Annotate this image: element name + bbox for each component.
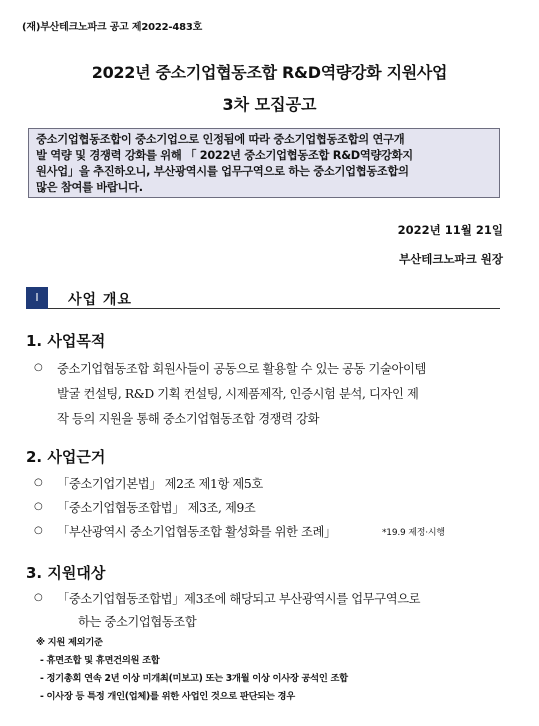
section-number-badge: Ⅰ [26,287,48,309]
notice-line: 원사업」을 추진하오니, 부산광역시를 업무구역으로 하는 중소기업협동조합의 [36,165,409,178]
exclusion-title: ※ 지원 제외기준 [36,637,103,648]
issuer: 부산테크노파크 원장 [399,252,503,266]
bullet-circle: ○ [34,592,43,603]
basis-item: 「중소기업기본법」 제2조 제1항 제5호 [57,477,263,491]
target-line: 「중소기업협동조합법」제3조에 해당되고 부산광역시를 업무구역으로 [57,592,421,606]
exclusion-item: - 휴면조합 및 휴면건의원 조합 [40,655,160,666]
exclusion-item: - 이사장 등 특정 개인(업체)를 위한 사업인 것으로 판단되는 경우 [40,691,295,702]
announcement-date: 2022년 11월 21일 [397,223,503,237]
notice-line: 많은 참여를 바랍니다. [36,181,143,194]
bullet-circle: ○ [34,501,43,512]
target-heading: 3. 지원대상 [26,564,106,582]
notice-box [28,128,500,198]
purpose-line: 발굴 컨설팅, R&D 기획 컨설팅, 시제품제작, 인증시험 분석, 디자인 제 [57,387,419,401]
document-number: (재)부산테크노파크 공고 제2022-483호 [22,22,203,33]
notice-line: 중소기업협동조합이 중소기업으로 인정됨에 따라 중소기업협동조합의 연구개 [36,133,405,146]
bullet-circle: ○ [34,477,43,488]
basis-note: *19.9 제정·시행 [382,528,445,538]
notice-line: 발 역량 및 경쟁력 강화를 위해 「 2022년 중소기업협동조합 R&D역량강화지 [36,149,413,162]
basis-item: 「중소기업협동조합법」 제3조, 제9조 [57,501,256,515]
page-subtitle: 3차 모집공고 [222,95,317,114]
purpose-line: 중소기업협동조합 회원사들이 공동으로 활용할 수 있는 공동 기술아이템 [57,362,426,376]
basis-item: 「부산광역시 중소기업협동조합 활성화를 위한 조례」 [57,525,336,539]
basis-heading: 2. 사업근거 [26,448,106,466]
bullet-circle: ○ [34,525,43,536]
purpose-heading: 1. 사업목적 [26,332,106,350]
purpose-line: 작 등의 지원을 통해 중소기업협동조합 경쟁력 강화 [57,412,320,426]
bullet-circle: ○ [34,362,43,373]
page-title: 2022년 중소기업협동조합 R&D역량강화 지원사업 [91,63,448,82]
exclusion-item: - 정기총회 연속 2년 이상 미개최(미보고) 또는 3개월 이상 이사장 공석인 조합 [40,673,348,684]
section-title: 사업 개요 [68,292,132,308]
target-line: 하는 중소기업협동조합 [78,615,197,629]
